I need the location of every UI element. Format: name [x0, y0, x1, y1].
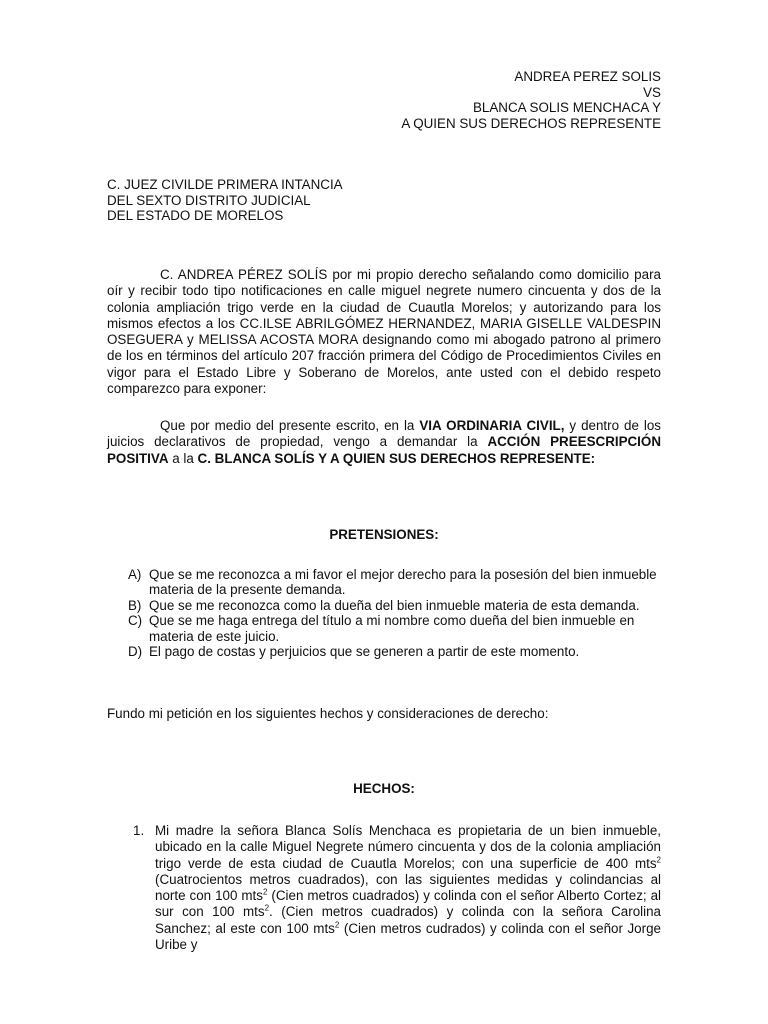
superscript: 2: [656, 855, 661, 865]
addressee-line-2: DEL SEXTO DISTRITO JUDICIAL: [107, 192, 311, 208]
list-item: [133, 823, 661, 953]
court-addressee: [107, 177, 343, 224]
intro-text: C. ANDREA PÉREZ SOLÍS por mi propio derecho señalando como domicilio para oír y recibir todo tipo notificaciones en calle miguel negrete numero cincuenta y dos de la colonia ampliación trigo verde en la ciudad de Cuautla Morelos; y autorizando para los mismos efectos a los CC.ILSE ABRILGÓMEZ HERNANDEZ, MARIA GISELLE VALDESPIN OSEGUERA y MELISSA ACOSTA MORA designando como mi abogado patrono al primero de los en términos del artículo 207 fracción primera del Código de Procedimientos Civiles en vigor para el Estado Libre y Soberano de Morelos, ante usted con el debido respeto comparezco para exponer:: [107, 267, 661, 397]
accion-label: ACCIÓN PREESCRIPCIÓN POSITIVA: [107, 434, 661, 466]
hecho-text-5: (Cien metros cudrados) y colinda con el señor Jorge Uribe y: [155, 920, 661, 953]
hecho-text-1: Mi madre la señora Blanca Solís Menchaca es propietaria de un bien inmueble, ubicado en la calle Miguel Negrete número cincuenta y dos de la colonia ampliación trigo verde de esta ciudad de Cuautla Morelos; con una superficie de 400 mts: [155, 823, 661, 871]
superscript: 2: [262, 887, 268, 897]
list-marker: A): [128, 567, 142, 582]
list-item-text: El pago de costas y perjuicios que se generen a partir de este momento.: [149, 644, 580, 660]
pretensiones-heading: PRETENSIONES:: [329, 527, 439, 542]
plaintiff-name: ANDREA PEREZ SOLIS: [514, 69, 661, 84]
hecho-text-2: (Cuatrocientos metros cuadrados), con las siguientes medidas y colindancias al norte con 100 mts: [155, 871, 661, 904]
via-ordinaria-label: VIA ORDINARIA CIVIL,: [419, 418, 565, 433]
hechos-heading: HECHOS:: [353, 781, 415, 796]
list-item: [128, 598, 661, 613]
addressee-line-3: DEL ESTADO DE MORELOS: [107, 208, 284, 223]
defendant-label: C. BLANCA SOLÍS Y A QUIEN SUS DERECHOS REPRESENTE:: [197, 450, 596, 466]
case-caption: [300, 69, 661, 131]
demand-text-3: a la: [168, 450, 198, 466]
demand-text-2: y dentro de los juicios declarativos de propiedad, vengo a demandar la: [107, 418, 662, 450]
list-marker: 1.: [133, 823, 145, 838]
demand-text-1: Que por medio del presente escrito, en la: [160, 418, 420, 433]
list-item: [128, 567, 661, 598]
demand-paragraph: [107, 418, 661, 467]
list-item-text: Que se me haga entrega del título a mi nombre como dueña del bien inmueble en materia de este juicio.: [149, 613, 635, 644]
defendant-representative: A QUIEN SUS DERECHOS REPRESENTE: [401, 115, 661, 131]
hecho-text-4: . (Cien metros cuadrados) y colinda con la señora Carolina Sanchez; al este con 100 mts: [155, 904, 662, 936]
list-item-text: Que se me reconozca como la dueña del bien inmueble materia de esta demanda.: [149, 597, 640, 613]
fundo-paragraph: Fundo mi petición en los siguientes hechos y consideraciones de derecho:: [107, 706, 549, 721]
list-marker: C): [128, 613, 143, 629]
superscript: 2: [264, 904, 270, 914]
list-item: [128, 644, 661, 659]
addressee-line-1: C. JUEZ CIVILDE PRIMERA INTANCIA: [107, 177, 343, 192]
list-marker: D): [128, 644, 143, 660]
list-marker: B): [128, 597, 142, 613]
list-item-text: Que se me reconozca a mi favor el mejor derecho para la posesión del bien inmueble materia de la presente demanda.: [149, 567, 657, 598]
defendant-name: BLANCA SOLIS MENCHACA Y: [472, 100, 661, 115]
intro-paragraph: [107, 267, 661, 397]
hecho-text-3: (Cien metros cuadrados) y colinda con el señor Alberto Cortez; al sur con 100 mts: [155, 888, 662, 920]
versus-label: VS: [643, 84, 661, 100]
list-item: [128, 613, 661, 644]
hechos-list: [133, 823, 661, 953]
pretensiones-list: [128, 567, 661, 659]
superscript: 2: [334, 920, 340, 930]
